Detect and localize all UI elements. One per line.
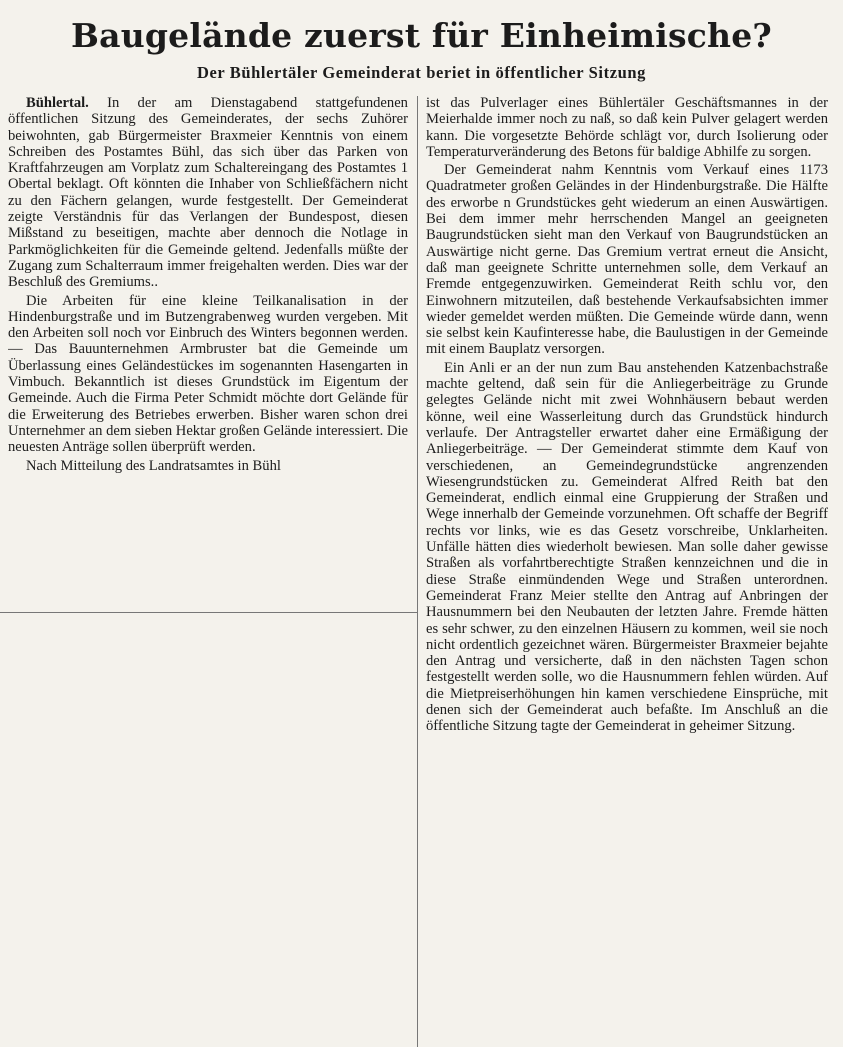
paragraph (8, 95, 408, 291)
right-column (426, 95, 828, 1037)
column-divider (417, 96, 418, 1047)
paragraph: Nach Mitteilung des Landratsamtes in Bühl (26, 457, 281, 474)
article-headline: Baugelände zuerst für Einheimische? (71, 16, 772, 55)
dateline-place: Bühlertal. (26, 95, 89, 111)
article-subheadline: Der Bühlertäler Gemeinderat beriet in öffentlicher Sitzung (196, 63, 647, 82)
paragraph: ist das Pulverlager eines Bühlertäler Geschäftsmannes in der Meierhalde immer noch zu naß, so daß kein Pulver gelagert werden kann. Die vorgesetzte Behörde schlägt vor, durch Isolierung oder Temperaturveränderung des Betons für baldige Abhilfe zu sorgen. (426, 95, 828, 160)
left-column (8, 95, 408, 625)
paragraph-text: In der am Dienstagabend stattgefundenen öffentlichen Sitzung des Gemeinderates, der sechs Zuhörer beiwohnten, gab Bürgermeister Braxmeier Kenntnis von einem Schreiben des Postamtes Bühl, das sich über das Parken von Kraftfahrzeugen am Vorplatz zum Schaltereingang des Postamtes 1 Obertal beklagt. Oft könnten die Inhaber von Schließfächern nicht zu den Fächern gelangen, wurde festgestellt. Der Gemeinderat zeigte Verständnis für das Verlangen der Bundespost, diesen Mißstand zu beseitigen, machte aber dennoch die Notlage in Parkmöglichkeiten für die Gemeinde geltend. Jedenfalls müßte der Zugang zum Schalterraum immer freigehalten werden. Dies war der Beschluß des Gremiums.. (8, 95, 408, 291)
paragraph: Ein Anli er an der nun zum Bau anstehenden Katzenbachstraße machte geltend, daß sein für die Anliegerbeiträge zu Grunde gelegtes Gelände nicht mit zwei Wohnhäusern bebaut werden könne, weil eine Wasserleitung durch das Grundstück hindurch verlaufe. Der Antragsteller erwartet daher eine Ermäßigung der Anliegerbeiträge. — Der Gemeinderat stimmte dem Kauf von verschiedenen, an Gemeindegrundstücke angrenzenden Wiesengrundstücken zu. Gemeinderat Alfred Reith bat den Gemeinderat, endlich einmal eine Gruppierung der Straßen und Wege innerhalb der Gemeinde vorzunehmen. Oft schaffe der Begriff rechts vor links, wie es das Gesetz vorschreibe, Unklarheiten. Unfälle hätten dies wiederholt bewiesen. Man solle daher gewisse Straßen als vorfahrtberechtigte Straßen kennzeichnen und die in diese Straße einmündenden Wege und Straßen unterordnen. Gemeinderat Franz Meier stellte den Antrag auf Anbringen der Hausnummern bei den Neubauten der letzten Jahre. Fremde hätten es sehr schwer, zu den einzelnen Häusern zu kommen, weil sie noch nicht ordentlich gezeichnet wären. Bürgermeister Braxmeier bejahte den Antrag und versicherte, daß in den nächsten Tagen schon festgestellt werden solle, wo die Hausnummern fehlen würden. Auf die Mietpreiserhöhungen hin kamen verschiedene Einsprüche, mit denen sich der Gemeinderat auch befaßte. Im Anschluß an die öffentliche Sitzung tagte der Gemeinderat in geheimer Sitzung. (426, 359, 828, 735)
paragraph: Der Gemeinderat nahm Kenntnis vom Verkauf eines 1173 Quadratmeter großen Geländes in der Hindenburgstraße. Die Hälfte des erworbe n Grundstückes geht wiederum an einen Auswärtigen. Bei dem immer mehr herrschenden Mangel an geeigneten Baugrundstücken sieht man den Verkauf von Baugrundstücken an Auswärtige nicht gerne. Das Gremium vertrat erneut die Ansicht, daß man geeignete Schritte unternehmen solle, dem Verkauf an Fremde entgegenzuwirken. Gemeinderat Reith schlu vor, den Einwohnern mitzuteilen, daß bestehende Verkaufsabsichten immer wieder gemeldet werden müßten. Die Gemeinde würde dann, wenn sie selbst kein Kaufinteresse habe, die Baulustigen in der Gemeinde mit einem Bauplatz versorgen. (426, 162, 828, 358)
paragraph: Die Arbeiten für eine kleine Teilkanalisation in der Hindenburgstraße und im Butzengrabenweg wurden vergeben. Mit den Arbeiten soll noch vor Einbruch des Winters begonnen werden. — Das Bauunternehmen Armbruster bat die Gemeinde um Überlassung eines Geländestückes im sogenannten Hasengarten in Vimbuch. Bekanntlich ist dieses Grundstück im Eigentum der Gemeinde. Auch die Firma Peter Schmidt möchte dort Gelände für die Erweiterung des Betriebes erwerben. Bisher waren schon drei Unternehmer an dem sieben Hektar großen Gelände interessiert. Die neuesten Anträge sollen überprüft werden. (8, 292, 408, 456)
